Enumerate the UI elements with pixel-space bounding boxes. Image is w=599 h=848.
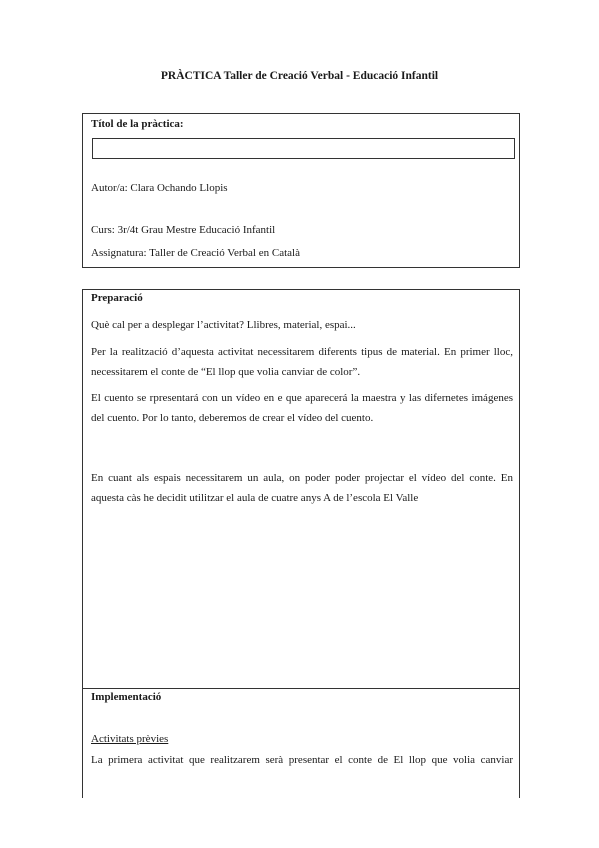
section-heading-titol: Títol de la pràctica: — [91, 118, 184, 130]
section-implementacio — [82, 688, 520, 798]
section-heading-implementacio: Implementació — [91, 691, 162, 703]
preparation-paragraph-1: Per la realització d’aquesta activitat necessitarem diferents tipus de material. En primer lloc, necessitarem el conte de “El llop que volia canviar de color”. — [91, 346, 513, 378]
preparation-paragraph-2: El cuento se rpresentará con un vídeo en e que aparecerá la maestra y las difernetes imágenes del cuento. Por lo tanto, deberemos de crear el vídeo del cuento. — [91, 392, 513, 424]
course-line: Curs: 3r/4t Grau Mestre Educació Infantil — [91, 224, 276, 236]
author-line: Autor/a: Clara Ochando Llopis — [91, 182, 228, 194]
subject-line: Assignatura: Taller de Creació Verbal en Català — [91, 247, 300, 259]
section-preparacio — [82, 289, 520, 689]
section-titol-practica — [82, 113, 520, 268]
implementation-paragraph-1: La primera activitat que realitzarem serà presentar el conte de El llop que volia canviar — [91, 754, 513, 766]
practice-title-field[interactable] — [92, 138, 515, 159]
preparation-question: Què cal per a desplegar l’activitat? Llibres, material, espai... — [91, 319, 356, 331]
section-heading-preparacio: Preparació — [91, 292, 143, 304]
subheading-activitats-previes: Activitats prèvies — [91, 733, 169, 745]
preparation-paragraph-3: En cuant als espais necessitarem un aula, on poder poder projectar el vídeo del conte. En aquesta càs he decidit utilitzar el aula de cuatre anys A de l’escola El Valle — [91, 472, 513, 504]
document-title: PRÀCTICA Taller de Creació Verbal - Educació Infantil — [160, 70, 439, 82]
